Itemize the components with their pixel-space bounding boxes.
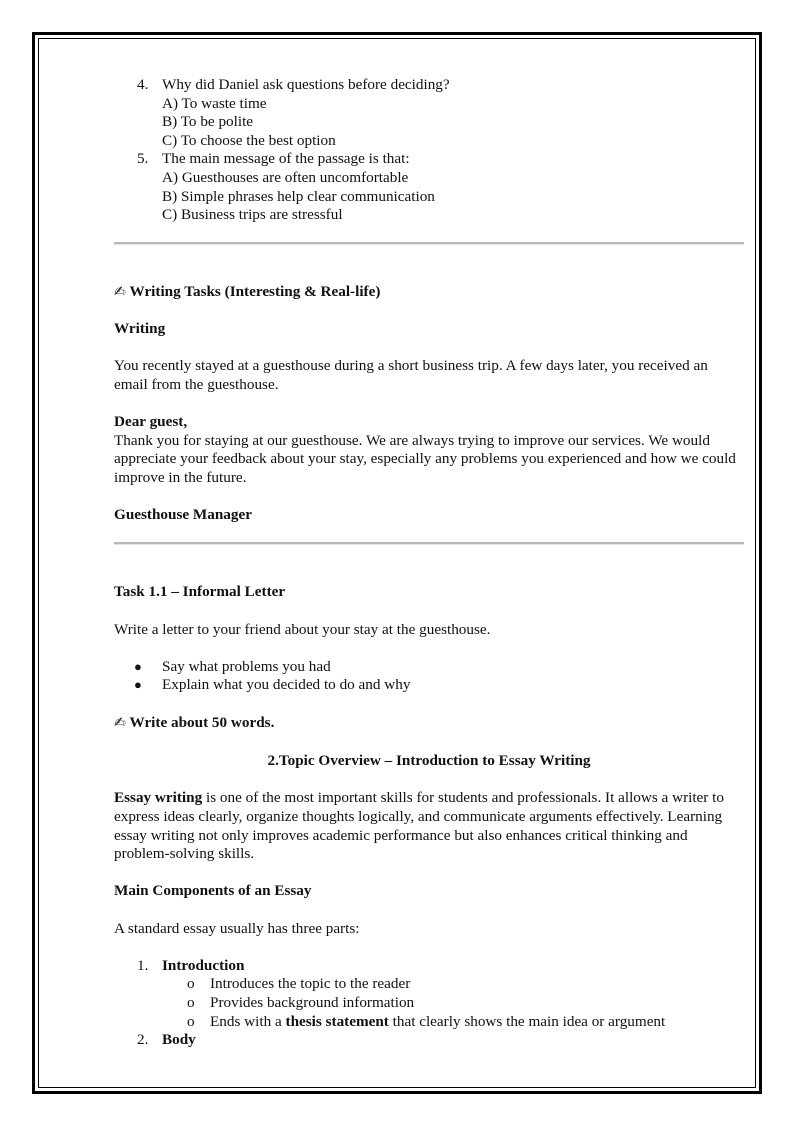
circle-bullet-icon: o (187, 993, 195, 1011)
writing-hand-icon: ✍ (114, 283, 126, 300)
sub-list-item: o Ends with a thesis statement that clearly shows the main idea or argument (187, 1012, 666, 1030)
circle-bullet-icon: o (187, 1012, 195, 1030)
question-4 (114, 76, 744, 150)
writing-tasks-title: Writing Tasks (Interesting & Real-life) (129, 282, 381, 300)
sub-list-item: o Introduces the topic to the reader (187, 975, 411, 993)
essay-part: 2. Body (137, 1031, 196, 1049)
writing-prompt: You recently stayed at a guesthouse during a short business trip. A few days later, you received an email from the guesthouse. (114, 357, 708, 393)
task-instruction: Write a letter to your friend about your stay at the guesthouse. (114, 620, 491, 638)
essay-part-title: Introduction (162, 956, 245, 974)
bullet-icon: ● (134, 658, 142, 674)
writing-subheading: Writing (114, 319, 166, 337)
writing-tasks-heading (114, 283, 744, 302)
task-heading: Task 1.1 – Informal Letter (114, 583, 286, 601)
essay-part: 1. Introduction (137, 956, 245, 974)
circle-bullet-icon: o (187, 975, 195, 993)
list-item: ● Say what problems you had (134, 657, 331, 675)
question-5 (114, 150, 744, 224)
email-signoff: Guesthouse Manager (114, 505, 252, 523)
email-body: Thank you for staying at our guesthouse. We are always trying to improve our services. We would appreciate your feedback about your stay, especially any problems you experienced and how we could improve in the future. (114, 431, 736, 486)
essay-part-title: Body (162, 1031, 196, 1049)
question-number: 5. (137, 150, 149, 168)
question-option: A) To waste time (162, 94, 267, 112)
sub-list-item: o Provides background information (187, 993, 415, 1011)
question-option: C) Business trips are stressful (162, 206, 343, 224)
question-option: B) Simple phrases help clear communication (162, 187, 435, 205)
question-text: Why did Daniel ask questions before deciding? (162, 76, 450, 93)
question-text: The main message of the passage is that: (162, 150, 410, 168)
topic-intro-bold: Essay writing (114, 789, 203, 807)
question-option: B) To be polite (162, 113, 254, 131)
question-option: A) Guesthouses are often uncomfortable (162, 168, 409, 186)
word-count-instruction: Write about 50 words. (129, 713, 275, 731)
components-heading: Main Components of an Essay (114, 882, 312, 900)
list-item: ● Explain what you decided to do and why (134, 676, 411, 694)
topic-intro-text: is one of the most important skills for students and professionals. It allows a writer to express ideas clearly, organize thoughts logically, and communicate arguments effectively. Learning essay writing not only improves academic performance but also enhances critical thinking and problem-solving skills. (114, 789, 724, 863)
writing-hand-icon: ✍ (114, 714, 126, 731)
question-option: C) To choose the best option (162, 131, 336, 149)
document-body (114, 76, 744, 1050)
email-greeting: Dear guest, (114, 412, 188, 430)
bullet-icon: ● (134, 677, 142, 693)
topic-intro (114, 789, 744, 863)
topic-heading: 2.Topic Overview – Introduction to Essay Writing (267, 752, 591, 770)
components-intro: A standard essay usually has three parts: (114, 919, 360, 937)
word-count-line (114, 714, 744, 733)
question-number: 4. (137, 76, 149, 93)
